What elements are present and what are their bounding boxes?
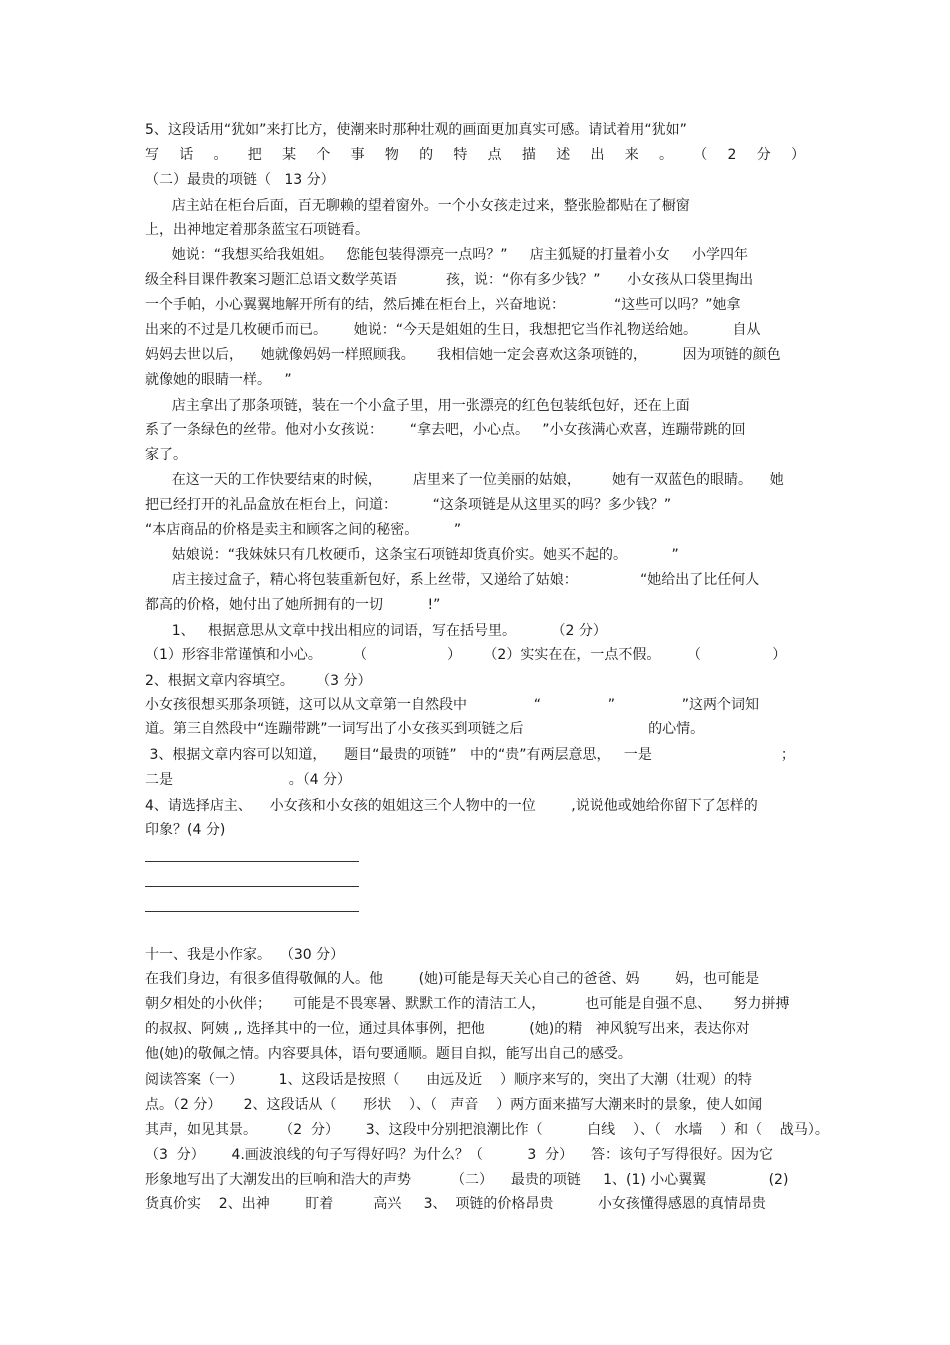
story-line: 一个手帕，小心翼翼地解开所有的结，然后摊在柜台上，兴奋地说： “这些可以吗？”她拿 — [145, 297, 741, 313]
section11-title: 十一、我是小作家。 （30 分） — [145, 947, 345, 963]
story-line: 她说：“我想买给我姐姐。 您能包装得漂亮一点吗？” 店主狐疑的打量着小女 小学四年 — [145, 247, 749, 263]
answer-key-line: 阅读答案（一） 1、这段话是按照（ 由远及近 ）顺序来写的，突出了大潮（壮观）的特 — [145, 1072, 753, 1088]
answer-key-line: 货真价实 2、出神 盯着 高兴 3、 项链的价格昂贵 小女孩懂得感恩的真情昂贵 — [145, 1196, 766, 1212]
answer-key-line: 其声，如见其景。 （2 分） 3、这段中分别把浪潮比作（ 白线 ）、（ 水墙 ）和（ 战马）。 — [145, 1122, 829, 1138]
q5-char: 。 — [658, 147, 673, 163]
answer-blank-line[interactable] — [145, 911, 359, 912]
question-line: 4、请选择店主、 小女孩和小女孩的姐姐这三个人物中的一位 ,说说他或她给你留下了怎样的 — [145, 798, 758, 814]
q5-char: 特 — [453, 147, 468, 163]
section2-title: （二）最贵的项链（ 13 分） — [145, 172, 335, 188]
story-line: 系了一条绿色的丝带。他对小女孩说： “拿去吧，小心点。 ”小女孩满心欢喜，连蹦带跳的回 — [145, 422, 746, 438]
story-line: 上，出神地定着那条蓝宝石项链看。 — [145, 222, 369, 238]
question-line: 印象？(4 分) — [145, 822, 226, 838]
q5-char: 的 — [419, 147, 434, 163]
answer-blank-line[interactable] — [145, 886, 359, 887]
question-line: 二是 。（4 分） — [145, 772, 352, 788]
story-line: 姑娘说：“我妹妹只有几枚硬币，这条宝石项链却货真价实。她买不起的。 ” — [145, 547, 679, 563]
story-line: 家了。 — [145, 447, 187, 463]
q5-char: 描 — [521, 147, 536, 163]
q5-char: （ — [693, 147, 708, 163]
section11-line: 的叔叔、阿姨 ,, 选择其中的一位，通过具体事例，把他 (她)的精 神风貌写出来，表达你对 — [145, 1021, 750, 1037]
story-line: 店主拿出了那条项链，装在一个小盒子里，用一张漂亮的红色包装纸包好，还在上面 — [145, 398, 690, 414]
section11-line: 在我们身边，有很多值得敬佩的人。他 (她)可能是每天关心自己的爸爸、妈 妈，也可能是 — [145, 971, 760, 987]
q5-line1: 5、这段话用“犹如”来打比方，使潮来时那种壮观的画面更加真实可感。请试着用“犹如” — [145, 122, 687, 138]
question-line: 3、根据文章内容可以知道， 题目“最贵的项链” 中的“贵”有两层意思， 一是 ； — [145, 747, 795, 763]
q5-char: 某 — [282, 147, 297, 163]
section11-line: 朝夕相处的小伙伴； 可能是不畏寒暑、默默工作的清洁工人， 也可能是自强不息、 努力拼搏 — [145, 996, 790, 1012]
q5-char: 出 — [590, 147, 605, 163]
question-line: 道。第三自然段中“连蹦带跳”一词写出了小女孩买到项链之后 的心情。 — [145, 721, 705, 737]
q5-char: ） — [790, 147, 805, 163]
story-line: 把已经打开的礼品盒放在柜台上，问道： “这条项链是从这里买的吗？多少钱？” — [145, 497, 672, 513]
story-line: 都高的价格，她付出了她所拥有的一切 !” — [145, 597, 441, 613]
q5-line2 — [145, 146, 805, 164]
q5-char: 2 — [727, 147, 737, 163]
story-line: 出来的不过是几枚硬币而已。 她说：“今天是姐姐的生日，我想把它当作礼物送给她。 自从 — [145, 322, 761, 338]
q5-char: 物 — [384, 147, 399, 163]
q5-char: 个 — [316, 147, 331, 163]
question-line: （1）形容非常谨慎和小心。 （ ） （2）实实在在，一点不假。 （ ） — [145, 647, 787, 663]
story-line: 就像她的眼睛一样。 ” — [145, 372, 292, 388]
q5-char: 事 — [350, 147, 365, 163]
answer-blank-line[interactable] — [145, 861, 359, 862]
question-line: 小女孩很想买那条项链，这可以从文章第一自然段中 “ ” ”这两个词知 — [145, 697, 760, 713]
story-line: “本店商品的价格是卖主和顾客之间的秘密。 ” — [145, 522, 462, 538]
answer-key-line: 形象地写出了大潮发出的巨响和浩大的声势 （二） 最贵的项链 1、(1) 小心翼翼 (2) — [145, 1172, 789, 1188]
q5-char: 话 — [179, 147, 194, 163]
answer-key-line: 点。（2 分） 2、这段话从（ 形状 ）、（ 声音 ）两方面来描写大潮来时的景象，使人如闻 — [145, 1097, 763, 1113]
story-line: 店主站在柜台后面，百无聊赖的望着窗外。一个小女孩走过来，整张脸都贴在了橱窗 — [145, 198, 690, 214]
q5-char: 分 — [756, 147, 771, 163]
answer-key-line: （3 分） 4.画波浪线的句子写得好吗？为什么？（ 3 分） 答：该句子写得很好。因为它 — [145, 1147, 773, 1163]
q5-char: 把 — [247, 147, 262, 163]
q5-char: 来 — [624, 147, 639, 163]
story-line: 级全科目课件教案习题汇总语文数学英语 孩，说：“你有多少钱？” 小女孩从口袋里掏出 — [145, 272, 754, 288]
q5-char: 点 — [487, 147, 502, 163]
section11-line: 他(她)的敬佩之情。内容要具体，语句要通顺。题目自拟，能写出自己的感受。 — [145, 1046, 632, 1062]
question-line: 1、 根据意思从文章中找出相应的词语，写在括号里。 （2 分） — [145, 623, 607, 639]
q5-char: 。 — [213, 147, 228, 163]
q5-char: 写 — [145, 147, 159, 163]
q5-char: 述 — [556, 147, 571, 163]
story-line: 在这一天的工作快要结束的时候， 店里来了一位美丽的姑娘， 她有一双蓝色的眼睛。 她 — [145, 472, 784, 488]
story-line: 妈妈去世以后， 她就像妈妈一样照顾我。 我相信她一定会喜欢这条项链的， 因为项链的颜色 — [145, 347, 781, 363]
question-line: 2、根据文章内容填空。 （3 分） — [145, 673, 372, 689]
story-line: 店主接过盒子，精心将包装重新包好，系上丝带，又递给了姑娘： “她给出了比任何人 — [145, 572, 760, 588]
